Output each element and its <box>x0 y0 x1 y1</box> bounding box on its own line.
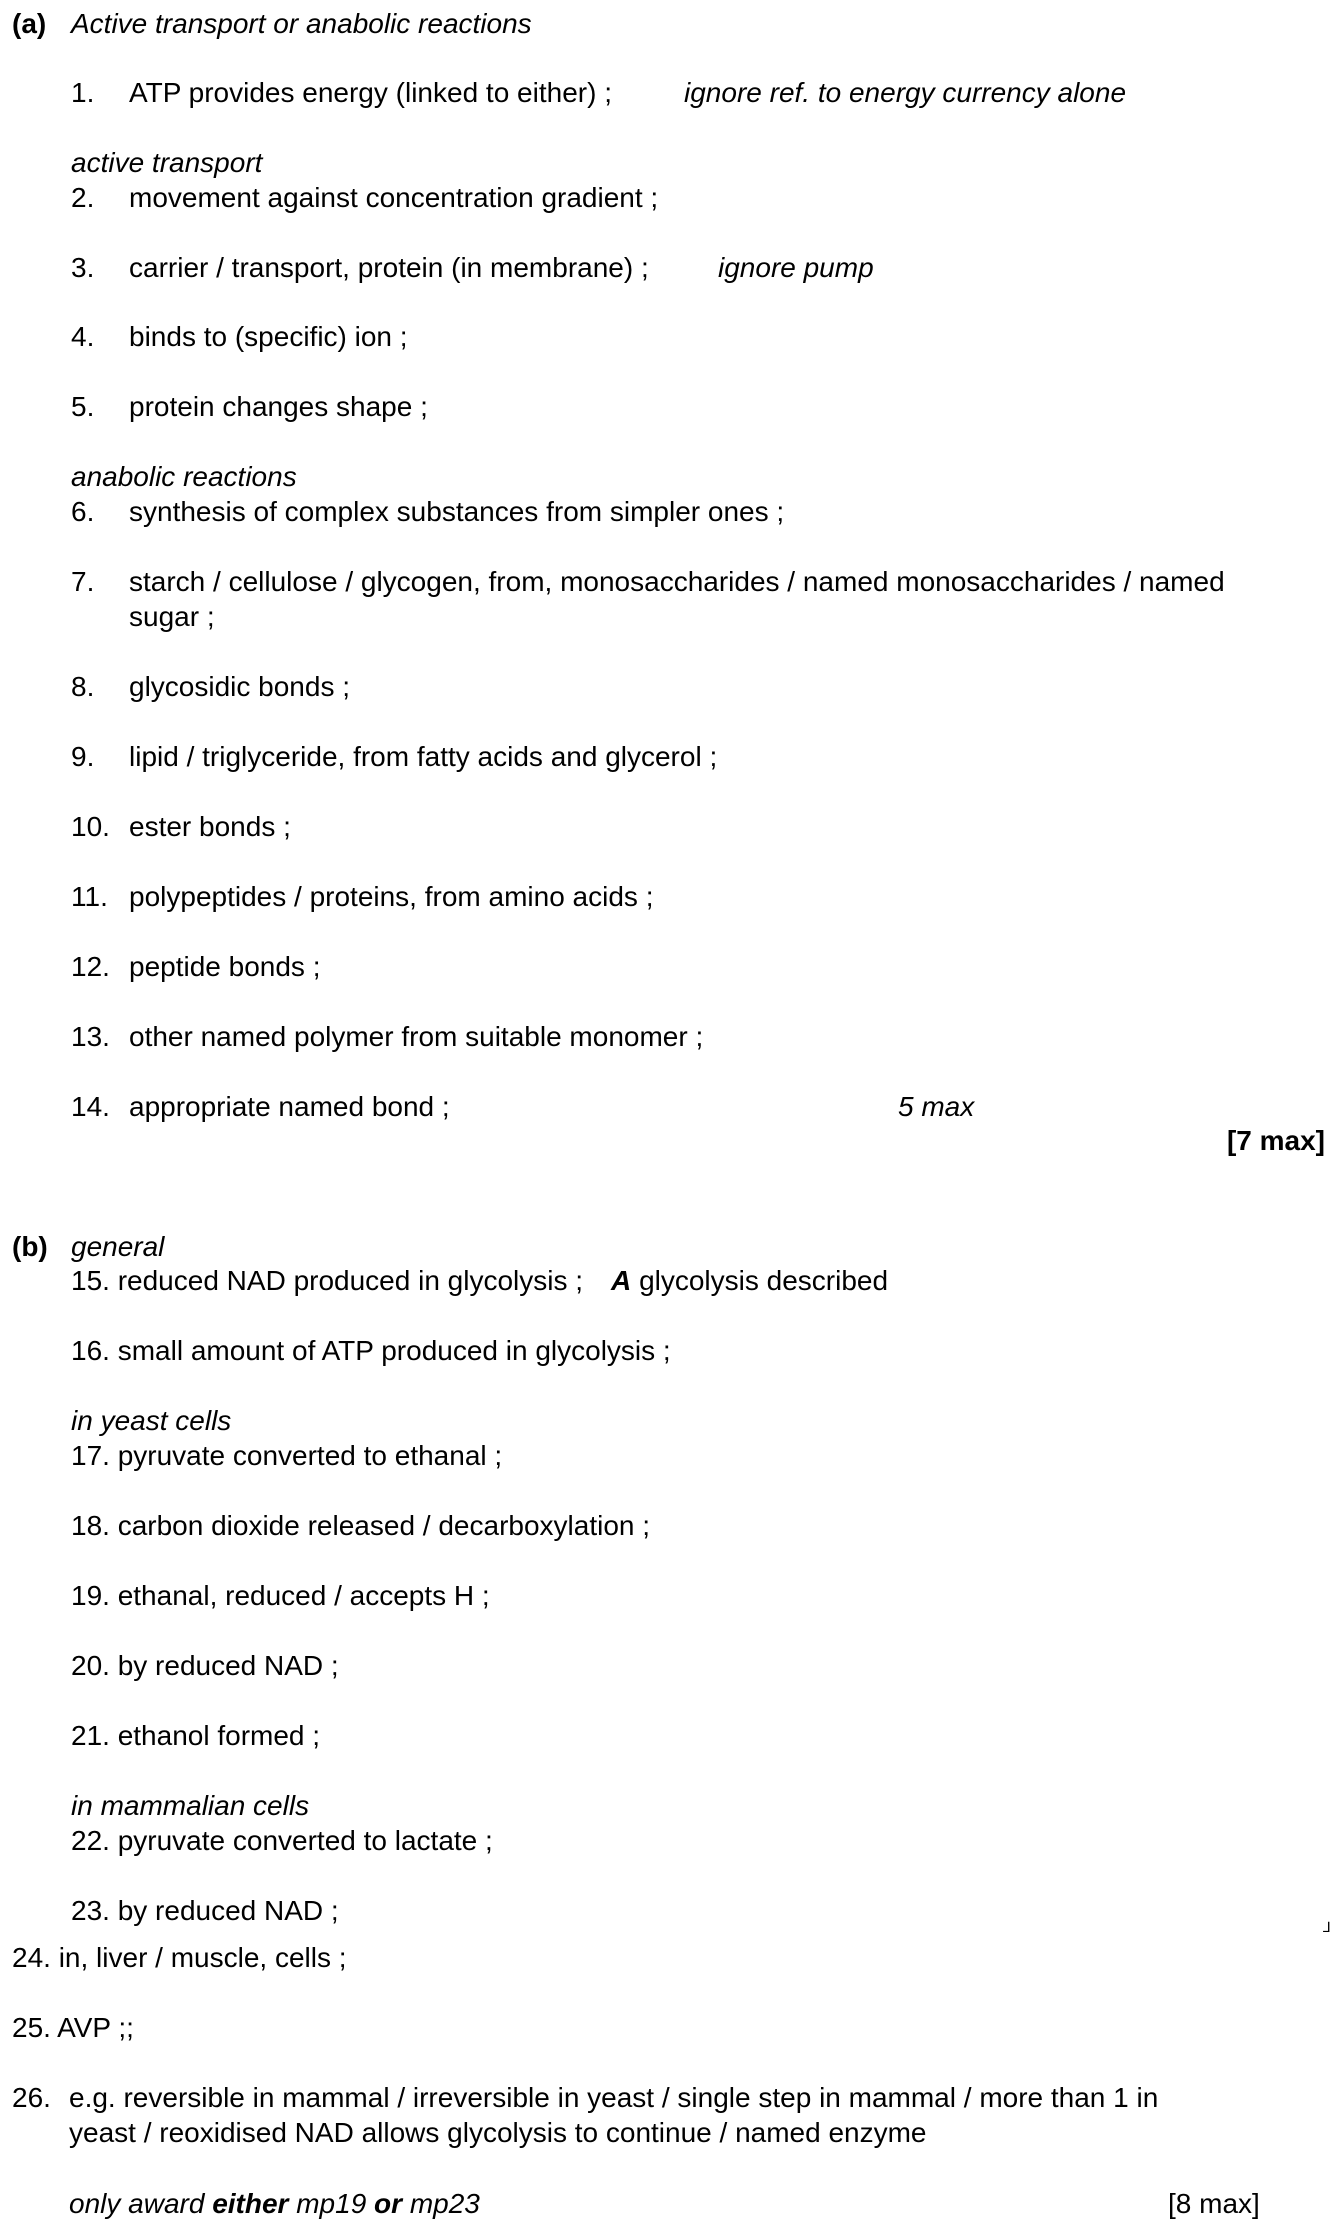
award-note: only award either mp19 or mp23 <box>69 2188 480 2219</box>
subheading-active-transport: active transport <box>71 147 263 178</box>
point-number: 1. <box>71 77 95 108</box>
subheading-anabolic-reactions: anabolic reactions <box>71 461 297 492</box>
part-a-heading: Active transport or anabolic reactions <box>71 8 532 39</box>
stray-pen-mark: ⅃ <box>1323 1919 1331 1935</box>
subheading-general: general <box>71 1231 165 1262</box>
point-number: 3. <box>71 252 95 283</box>
point-number: 13. <box>71 1021 110 1052</box>
point-text: movement against concentration gradient ; <box>129 182 659 213</box>
accept-text: glycolysis described <box>639 1265 889 1296</box>
point-number: 7. <box>71 566 95 597</box>
part-b-label: (b) <box>12 1231 48 1262</box>
point-text: e.g. reversible in mammal / irreversible in yeast / single step in mammal / more than 1 in <box>69 2082 1159 2113</box>
point-text: polypeptides / proteins, from amino acids ; <box>129 881 654 912</box>
point-text: protein changes shape ; <box>129 391 428 422</box>
point-number: 9. <box>71 741 95 772</box>
point-number: 26. <box>12 2082 51 2113</box>
part-a-total-max: [7 max] <box>1226 1125 1325 1156</box>
point-number: 8. <box>71 671 95 702</box>
point-text-continued: sugar ; <box>129 601 215 632</box>
mark-point-21: 21. ethanol formed ; <box>71 1720 321 1751</box>
point-text: lipid / triglyceride, from fatty acids and glycerol ; <box>129 741 718 772</box>
point-number: 10. <box>71 811 110 842</box>
mark-point-15 <box>71 1264 888 1298</box>
mark-point-18: 18. carbon dioxide released / decarboxylation ; <box>71 1510 651 1541</box>
subheading-mammalian-cells: in mammalian cells <box>71 1790 310 1821</box>
point-number: 5. <box>71 391 95 422</box>
point-text: binds to (specific) ion ; <box>129 321 408 352</box>
point-text: ester bonds ; <box>129 811 291 842</box>
mark-point-22: 22. pyruvate converted to lactate ; <box>71 1825 493 1856</box>
mark-point-24: 24. in, liver / muscle, cells ; <box>12 1942 347 1973</box>
point-number: 4. <box>71 321 95 352</box>
part-b-total-max: [8 max] <box>1168 2188 1260 2219</box>
point-note: ignore pump <box>718 252 874 283</box>
point-number: 6. <box>71 496 95 527</box>
subheading-yeast-cells: in yeast cells <box>71 1405 232 1436</box>
point-text: ATP provides energy (linked to either) ; <box>129 77 612 108</box>
point-note: ignore ref. to energy currency alone <box>684 77 1127 108</box>
mark-point-25: 25. AVP ;; <box>12 2012 134 2043</box>
mark-point-23: 23. by reduced NAD ; <box>71 1895 339 1926</box>
point-text: glycosidic bonds ; <box>129 671 351 702</box>
point-text: other named polymer from suitable monomer ; <box>129 1021 704 1052</box>
point-number: 2. <box>71 182 95 213</box>
mark-point-17: 17. pyruvate converted to ethanal ; <box>71 1440 503 1471</box>
part-a-label: (a) <box>12 8 47 39</box>
mark-point-16: 16. small amount of ATP produced in glycolysis ; <box>71 1335 671 1366</box>
mark-point-19: 19. ethanal, reduced / accepts H ; <box>71 1580 490 1611</box>
point-text: starch / cellulose / glycogen, from, monosaccharides / named monosaccharides / named <box>129 566 1225 597</box>
point-text: carrier / transport, protein (in membrane) ; <box>129 252 649 283</box>
point-text: appropriate named bond ; <box>129 1091 450 1122</box>
accept-marker: A <box>611 1265 632 1296</box>
mark-point-20: 20. by reduced NAD ; <box>71 1650 339 1681</box>
point-text: 15. reduced NAD produced in glycolysis ; <box>71 1265 584 1296</box>
point-text: synthesis of complex substances from simpler ones ; <box>129 496 785 527</box>
point-text: peptide bonds ; <box>129 951 321 982</box>
point-text-continued: yeast / reoxidised NAD allows glycolysis to continue / named enzyme <box>69 2117 927 2148</box>
point-number: 12. <box>71 951 110 982</box>
point-number: 14. <box>71 1091 110 1122</box>
point-number: 11. <box>71 881 108 912</box>
sub-max-label: 5 max <box>898 1091 975 1122</box>
